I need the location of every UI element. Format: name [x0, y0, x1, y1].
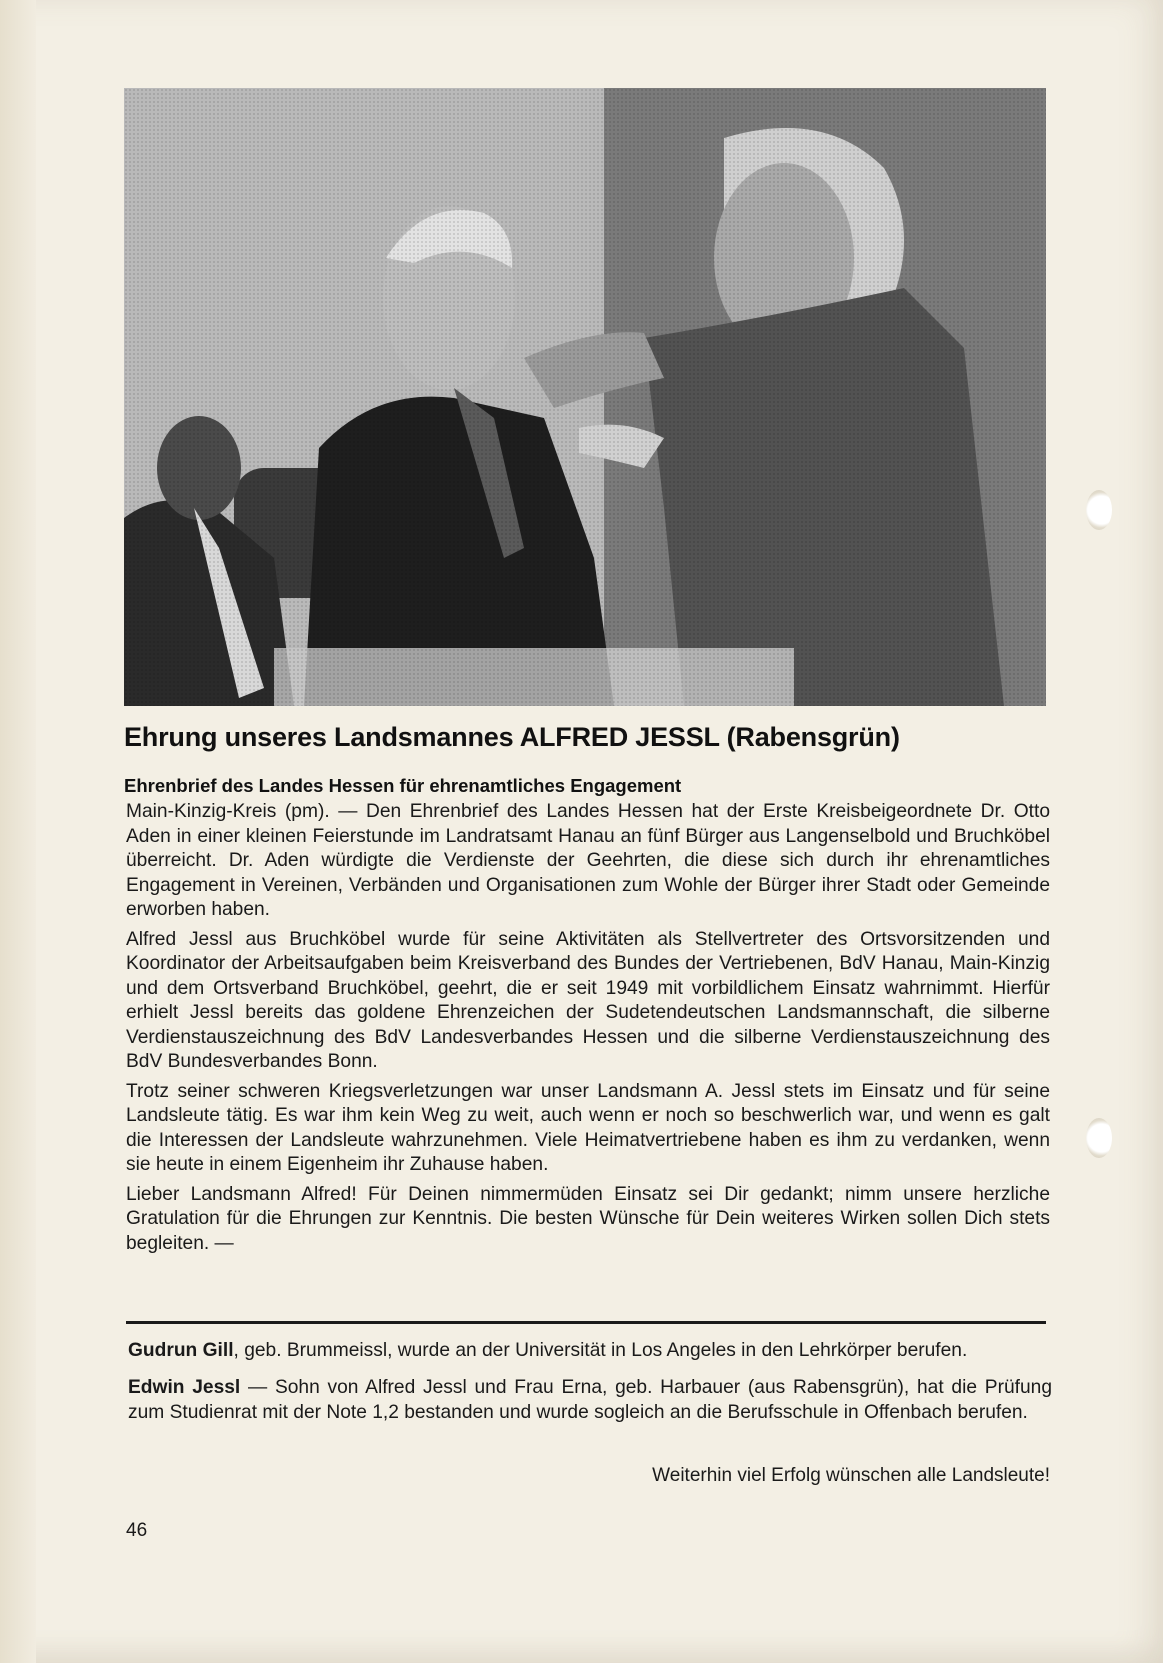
note-name: Edwin Jessl	[128, 1377, 241, 1398]
section-divider	[126, 1321, 1046, 1324]
article-paragraph: Main-Kinzig-Kreis (pm). — Den Ehrenbrief des Landes Hessen hat der Erste Kreisbeigeordnete Dr. Otto Aden in einer kleinen Feierstunde im Landratsamt Hanau an fünf Bürger aus Langenselbold und Bruchköbel überreicht. Dr. Aden würdigte die Verdienste der Geehrten, die diese sich durch ihr ehrenamtliches Engagement in Vereinen, Verbänden und Organisationen zum Wohle der Bürger ihrer Stadt oder Gemeinde erworben haben.	[126, 801, 1050, 920]
page-binding-edge	[0, 0, 36, 1663]
note-edwin-jessl	[128, 1375, 1052, 1425]
note-name: Gudrun Gill	[128, 1340, 234, 1361]
personal-notes	[128, 1338, 1052, 1437]
article-subheadline: Ehrenbrief des Landes Hessen für ehrenamtliches Engagement	[124, 775, 682, 796]
note-text: , geb. Brummeissl, wurde an der Universität in Los Angeles in den Lehrkörper berufen.	[233, 1340, 968, 1361]
article-paragraph: Trotz seiner schweren Kriegsverletzungen war unser Landsmann A. Jessl stets im Einsatz und für seine Landsleute tätig. Es war ihm kein Weg zu weit, auch wenn er noch so beschwerlich war, und wenn es galt die Interessen der Landsleute wahrzunehmen. Viele Heimatvertriebene haben es ihm zu verdanken, wenn sie heute in einem Eigenheim ihr Zuhause haben.	[126, 1080, 1050, 1175]
article-body	[126, 800, 1050, 1261]
note-gudrun-gill	[128, 1338, 1052, 1363]
punch-hole-bottom	[1086, 1118, 1112, 1158]
closing-wishes: Weiterhin viel Erfolg wünschen alle Landsleute!	[652, 1465, 1050, 1486]
note-text: — Sohn von Alfred Jessl und Frau Erna, geb. Harbauer (aus Rabensgrün), hat die Prüfung zum Studienrat mit der Note 1,2 bestanden und wurde sogleich an die Berufsschule in Offenbach berufen.	[128, 1377, 1052, 1423]
award-ceremony-photo	[124, 88, 1046, 706]
page-number: 46	[126, 1520, 148, 1541]
article-paragraph: Lieber Landsmann Alfred! Für Deinen nimmermüden Einsatz sei Dir gedankt; nimm unsere herzliche Gratulation für die Ehrungen zur Kenntnis. Die besten Wünsche für Dein weiteres Wirken sollen Dich stets begleiten. —	[126, 1183, 1050, 1254]
punch-hole-top	[1086, 490, 1112, 530]
article-paragraph: Alfred Jessl aus Bruchköbel wurde für seine Aktivitäten als Stellvertreter des Ortsvorsitzenden und Koordinator der Arbeitsaufgaben beim Kreisverband des Bundes der Vertriebenen, BdV Hanau, Main-Kinzig und dem Ortsverband Bruchköbel, geehrt, die er seit 1949 mit vorbildlichem Einsatz wahrnimmt. Hierfür erhielt Jessl bereits das goldene Ehrenzeichen der Sudetendeutschen Landsmannschaft, die silberne Verdienstauszeichnung des BdV Landesverbandes Hessen und die silberne Verdienstauszeichnung des BdV Bundesverbandes Bonn.	[126, 928, 1050, 1072]
article-headline: Ehrung unseres Landsmannes ALFRED JESSL (Rabensgrün)	[124, 722, 900, 752]
